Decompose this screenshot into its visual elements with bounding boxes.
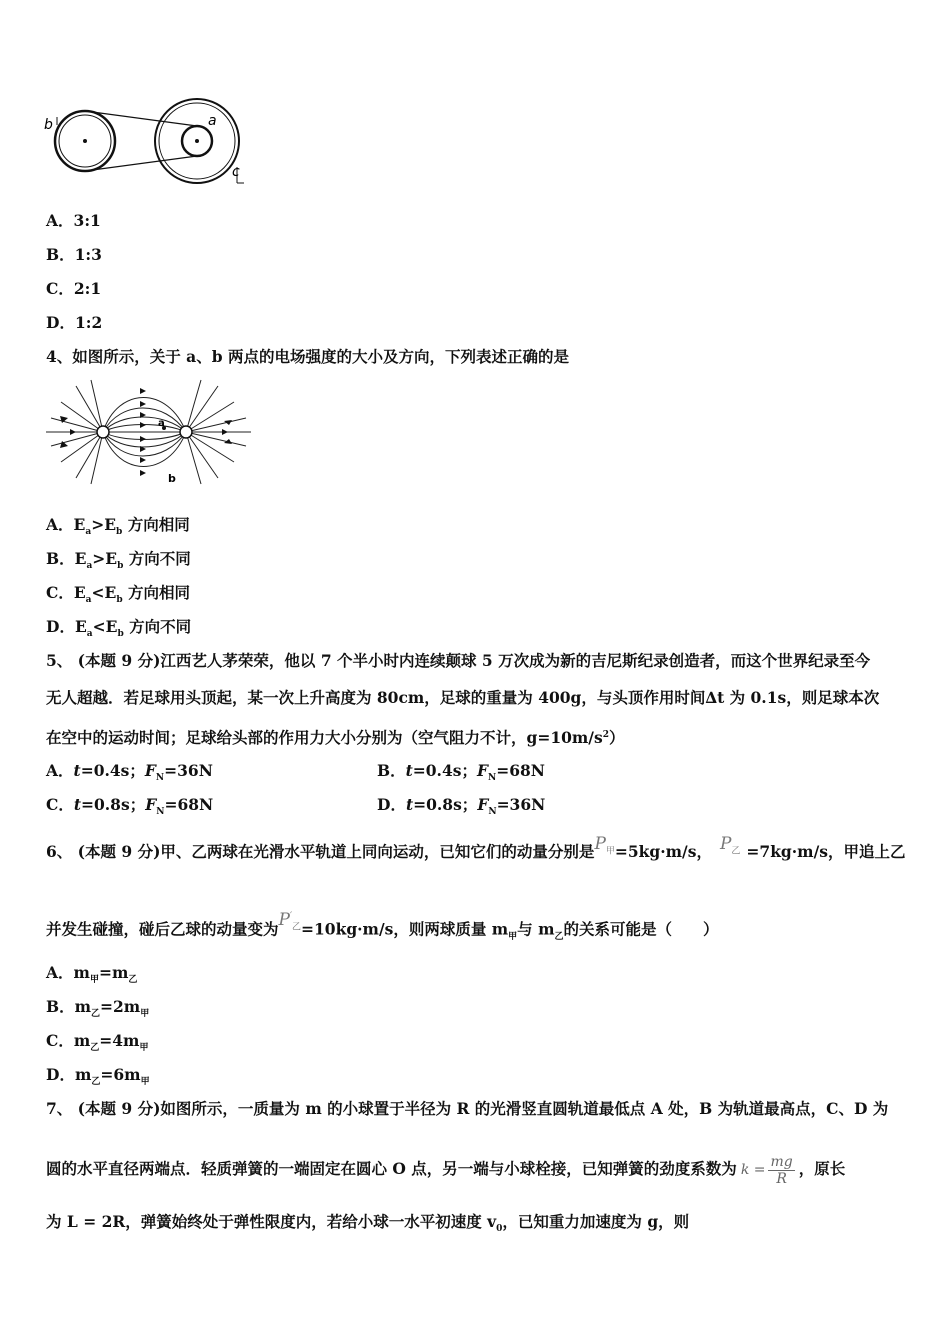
q7-line3: 为 L = 2R，弹簧始终处于弹性限度内，若给小球一水平初速度 $v_0$，已知重力加速度为 g，则 bbox=[46, 1212, 690, 1235]
q5-option-b[interactable]: B．t=0.4s；$F_N=68N$ bbox=[377, 761, 545, 784]
q4-option-b[interactable]: B．$E_a>E_b$ 方向不同 bbox=[46, 549, 191, 572]
q4-stem: 4、如图所示，关于 a、b 两点的电场强度的大小及方向，下列表述正确的是 bbox=[46, 347, 569, 366]
q6-line1: 6、 (本题 9 分)甲、乙两球在光滑水平轨道上同向运动，已知它们的动量分别是$P_甲=5kg\cdot m/s$， $P_乙 =7kg\cdot m/s$，甲追上乙 bbox=[46, 834, 906, 861]
q4-option-c[interactable]: C．$E_a<E_b$ 方向相同 bbox=[46, 583, 191, 606]
option-text: 1:2 bbox=[74, 313, 103, 332]
option-key: C． bbox=[46, 279, 74, 298]
spring-constant-formula: k = $\frac{mg}{R}$ bbox=[740, 1153, 793, 1187]
label-b: b bbox=[44, 117, 53, 133]
q5-line3: 在空中的运动时间；足球给头部的作用力大小分别为（空气阻力不计，$g=10m/s^2$） bbox=[46, 728, 625, 748]
q6-option-c[interactable]: C．$m_乙=4m_甲$ bbox=[46, 1031, 149, 1054]
q7-line2: 圆的水平直径两端点．轻质弹簧的一端固定在圆心 O 点，另一端与小球栓接，已知弹簧的劲度系数为 k = $\frac{mg}{R}$ ，原长 bbox=[46, 1153, 846, 1187]
q4-option-a[interactable]: A．$E_a>E_b$ 方向相同 bbox=[46, 515, 190, 538]
q5-option-d[interactable]: D．t=0.8s；$F_N=36N$ bbox=[377, 795, 546, 818]
q5-line2: 无人超越．若足球用头顶起，某一次上升高度为 80cm，足球的重量为 400g，与头顶作用时间∆t 为 0.1s，则足球本次 bbox=[46, 688, 880, 707]
option-key: A． bbox=[46, 211, 74, 230]
option-key: B． bbox=[46, 245, 75, 264]
field-label-b: b bbox=[168, 472, 176, 485]
option-text: 1:3 bbox=[74, 245, 102, 264]
q5-option-a[interactable]: A．t=0.4s；$F_N=36N$ bbox=[46, 761, 213, 784]
q6-line2: 并发生碰撞，碰后乙球的动量变为$P'_乙=10kg\cdot m/s$，则两球质量 $m_甲$与 $m_乙$的关系可能是（ ） bbox=[46, 909, 719, 942]
q6-option-d[interactable]: D．$m_乙=6m_甲$ bbox=[46, 1065, 150, 1088]
field-label-a: a bbox=[158, 418, 165, 429]
q3-option-d[interactable] bbox=[46, 313, 102, 333]
pulley-figure bbox=[40, 95, 250, 190]
q3-option-a[interactable] bbox=[46, 211, 101, 231]
q5-line1: 5、 (本题 9 分)江西艺人茅荣荣，他以 7 个半小时内连续颠球 5 万次成为新的吉尼斯纪录创造者，而这个世界纪录至今 bbox=[46, 651, 871, 670]
q5-option-c[interactable]: C．t=0.8s；$F_N=68N$ bbox=[46, 795, 214, 818]
q6-option-b[interactable]: B．$m_乙=2m_甲$ bbox=[46, 997, 150, 1020]
q7-line1: 7、 (本题 9 分)如图所示，一质量为 m 的小球置于半径为 R 的光滑竖直圆轨道最低点 A 处，B 为轨道最高点，C、D 为 bbox=[46, 1099, 889, 1118]
option-text: 3:1 bbox=[73, 211, 101, 230]
option-key: D． bbox=[46, 313, 75, 332]
q4-option-d[interactable]: D．$E_a<E_b$ 方向不同 bbox=[46, 617, 192, 640]
q3-option-b[interactable] bbox=[46, 245, 102, 265]
q6-option-a[interactable]: A．$m_甲=m_乙$ bbox=[46, 963, 138, 986]
electric-field-figure bbox=[46, 378, 251, 486]
label-c: c bbox=[232, 164, 240, 180]
option-text: 2:1 bbox=[73, 279, 102, 298]
label-a: a bbox=[208, 113, 217, 129]
q3-option-c[interactable] bbox=[46, 279, 101, 299]
